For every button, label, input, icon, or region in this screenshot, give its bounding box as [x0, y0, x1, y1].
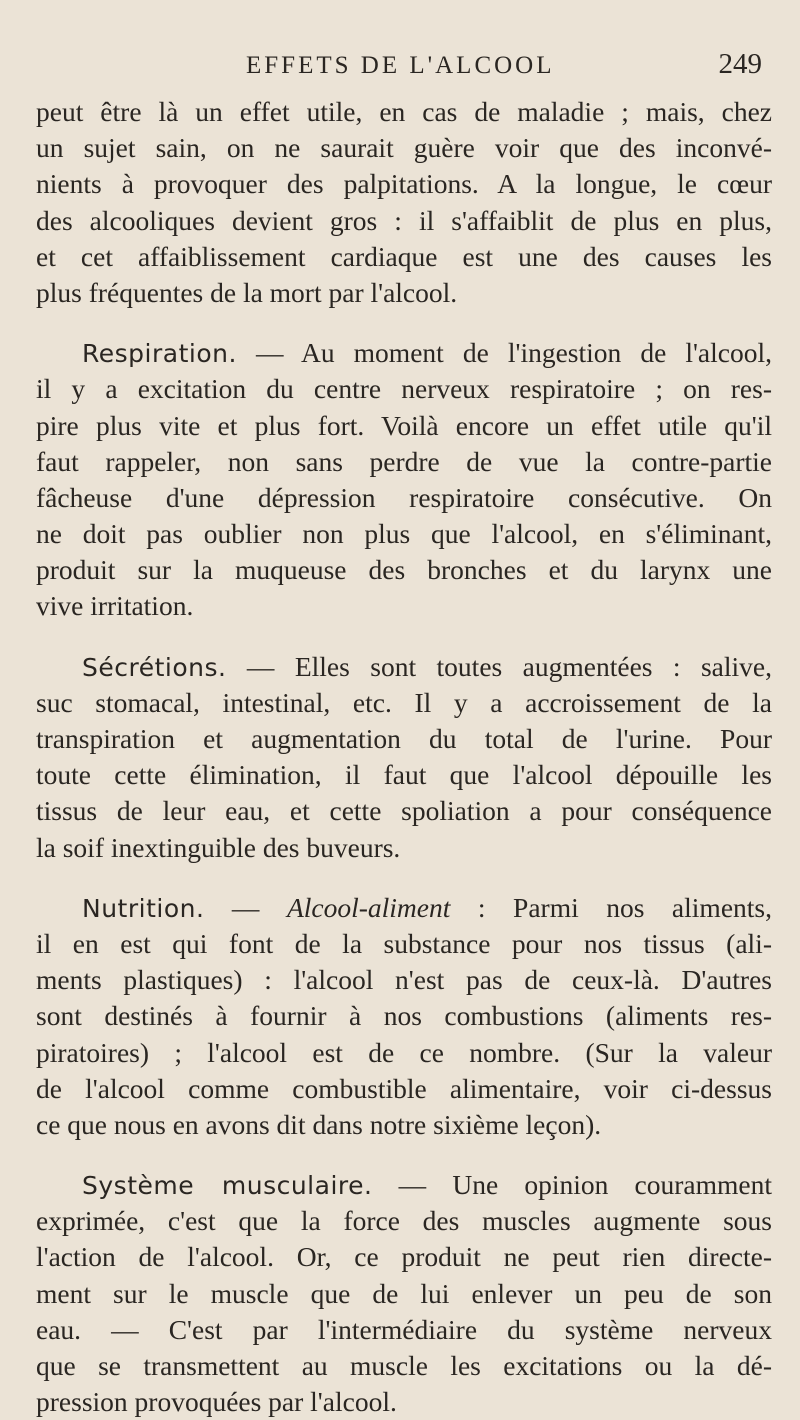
text-line: pression provoquées par l'alcool. [36, 1386, 397, 1418]
heading-dash: — [204, 891, 287, 923]
text-line: eau. — C'est par l'intermédiaire du système nerveux [36, 1313, 772, 1345]
text-line-with-heading [36, 890, 772, 926]
text-line: de l'alcool comme combustible alimentaire, voir ci-dessus [36, 1072, 772, 1104]
italic-subheading: Alcool-aliment [286, 891, 451, 923]
section-heading-secretions: Sécrétions. [82, 652, 227, 682]
running-head [36, 50, 772, 94]
text-line-with-heading [36, 1167, 772, 1203]
text-line-with-heading [36, 649, 772, 685]
page-number: 249 [718, 48, 762, 80]
text-line: ment sur le muscle que de lui enlever un peu de son [36, 1277, 772, 1309]
text-line: pire plus vite et plus fort. Voilà encore un effet utile qu'il [36, 409, 772, 441]
text-line: piratoires) ; l'alcool est de ce nombre. (Sur la valeur [36, 1036, 772, 1068]
text-line: ments plastiques) : l'alcool n'est pas de ceux-là. D'autres [36, 964, 772, 996]
text-fragment: Une opinion couramment [452, 1169, 772, 1201]
text-line: ce que nous en avons dit dans notre sixième leçon). [36, 1108, 602, 1140]
text-line: vive irritation. [36, 590, 194, 622]
paragraph-muscular-system [36, 1167, 772, 1420]
text-fragment: : Parmi nos aliments, [450, 891, 772, 923]
paragraph-heart-continuation [36, 94, 772, 311]
heading-dash: — [226, 650, 295, 682]
text-line: transpiration et augmentation du total de l'urine. Pour [36, 723, 772, 754]
text-line: nients à provoquer des palpitations. A la longue, le cœur [36, 168, 772, 200]
paragraph-secretions [36, 649, 772, 866]
section-heading-respiration: Respiration. [82, 339, 237, 369]
text-fragment: Elles sont toutes augmentées : salive, [294, 650, 773, 682]
text-line: tissus de leur eau, et cette spoliation a pour conséquence [36, 795, 772, 827]
text-line-with-heading [36, 335, 772, 371]
running-title: EFFETS DE L'ALCOOL [246, 52, 555, 79]
page-body [36, 94, 772, 1420]
section-heading-nutrition: Nutrition. [82, 893, 205, 923]
text-line: produit sur la muqueuse des bronches et du larynx une [36, 554, 772, 586]
section-heading-muscular-system: Système musculaire. [82, 1171, 373, 1201]
text-line: des alcooliques devient gros : il s'affaiblit de plus en plus, [36, 204, 772, 236]
text-line: suc stomacal, intestinal, etc. Il y a accroissement de la [36, 686, 772, 718]
paragraph-nutrition [36, 890, 772, 1143]
paragraph-respiration [36, 335, 772, 625]
heading-dash: — [372, 1169, 453, 1201]
text-line: que se transmettent au muscle les excitations ou la dé- [36, 1350, 772, 1381]
text-line: exprimée, c'est que la force des muscles augmente sous [36, 1205, 772, 1237]
text-line: il y a excitation du centre nerveux respiratoire ; on res- [36, 373, 772, 405]
text-line: peut être là un effet utile, en cas de maladie ; mais, chez [36, 96, 772, 127]
text-line: un sujet sain, on ne saurait guère voir que des inconvé- [36, 132, 772, 164]
text-line: il en est qui font de la substance pour nos tissus (ali- [36, 927, 772, 959]
text-line: sont destinés à fournir à nos combustions (aliments res- [36, 1000, 772, 1032]
text-line: ne doit pas oublier non plus que l'alcool, en s'éliminant, [36, 518, 772, 550]
text-line: la soif inextinguible des buveurs. [36, 831, 401, 863]
text-line: toute cette élimination, il faut que l'alcool dépouille les [36, 759, 772, 791]
text-fragment: Au moment de l'ingestion de l'alcool, [301, 337, 772, 369]
text-line: l'action de l'alcool. Or, ce produit ne peut rien directe- [36, 1241, 772, 1273]
text-line: plus fréquentes de la mort par l'alcool. [36, 276, 458, 308]
heading-dash: — [236, 337, 301, 369]
text-line: fâcheuse d'une dépression respiratoire consécutive. On [36, 481, 772, 513]
text-line: faut rappeler, non sans perdre de vue la contre-partie [36, 445, 772, 477]
text-line: et cet affaiblissement cardiaque est une des causes les [36, 240, 772, 272]
